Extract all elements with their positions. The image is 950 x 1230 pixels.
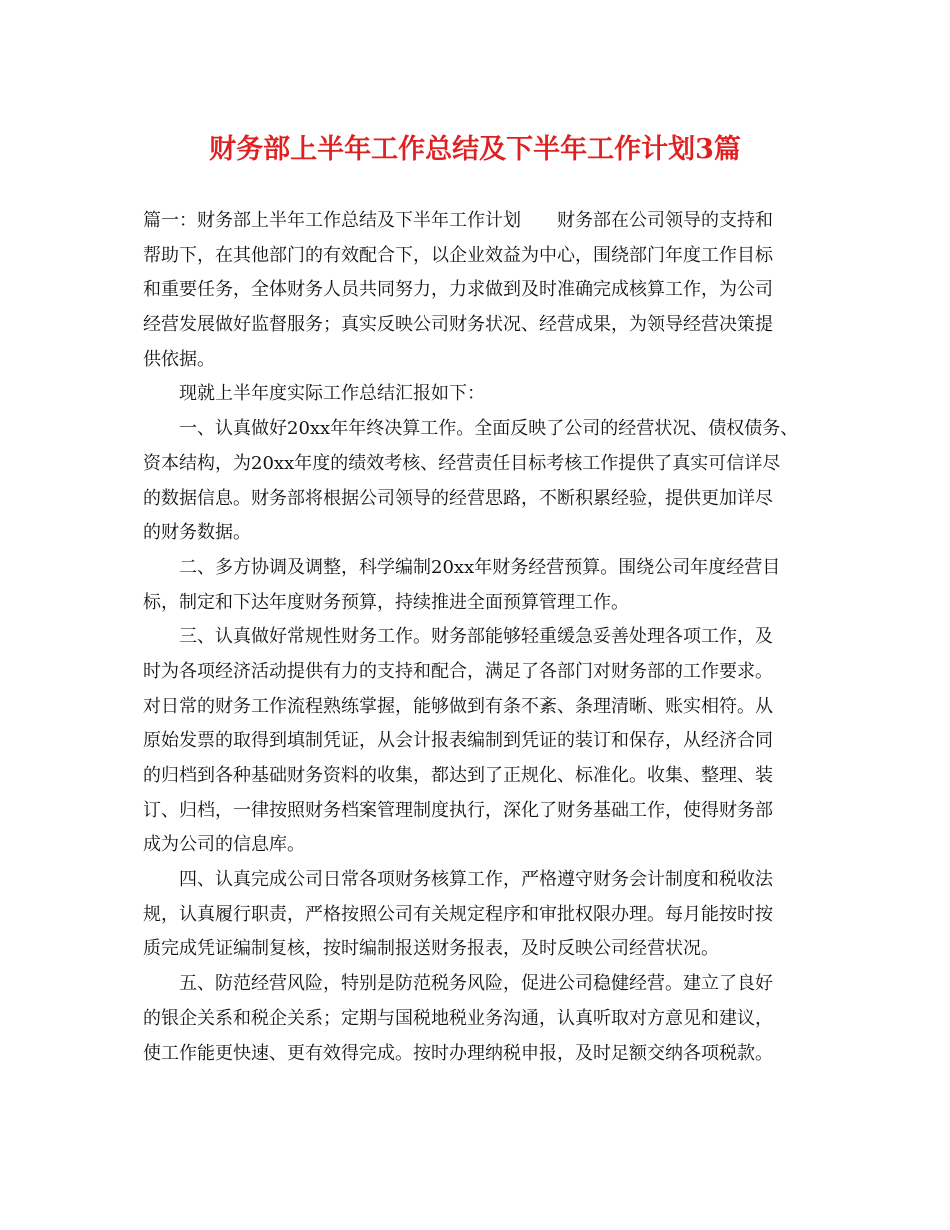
text-line: 的归档到各种基础财务资料的收集，都达到了正规化、标准化。收集、整理、装 [143, 765, 773, 786]
text-line: 帮助下，在其他部门的有效配合下，以企业效益为中心，围绕部门年度工作目标 [143, 244, 773, 266]
text-line: 和重要任务，全体财务人员共同努力，力求做到及时准确完成核算工作，为公司 [143, 279, 773, 301]
text-line: 时为各项经济活动提供有力的支持和配合，满足了各部门对财务部的工作要求。 [143, 660, 773, 682]
text-line: 供依据。 [143, 348, 215, 370]
text-line: 订、归档，一律按照财务档案管理制度执行，深化了财务基础工作，使得财务部 [143, 799, 773, 821]
text-line: 现就上半年度实际工作总结汇报如下： [143, 383, 485, 405]
text-line: 原始发票的取得到填制凭证，从会计报表编制到凭证的装订和保存，从经济合同 [143, 730, 773, 752]
text-line: 的财务数据。 [143, 522, 251, 544]
text-line: 经营发展做好监督服务；真实反映公司财务状况、经营成果，为领导经营决策提 [143, 314, 773, 336]
text-line: 四、认真完成公司日常各项财务核算工作，严格遵守财务会计制度和税收法 [143, 869, 773, 891]
text-line: 五、防范经营风险，特别是防范税务风险，促进公司稳健经营。建立了良好 [143, 973, 773, 995]
text-line: 使工作能更快速、更有效得完成。按时办理纳税申报，及时足额交纳各项税款。 [143, 1042, 773, 1064]
text-line: 的银企关系和税企关系；定期与国税地税业务沟通，认真听取对方意见和建议， [143, 1007, 773, 1029]
text-line: 篇一：财务部上半年工作总结及下半年工作计划 财务部在公司领导的支持和 [143, 210, 773, 231]
text-line: 成为公司的信息库。 [143, 834, 305, 856]
text-line: 规，认真履行职责，严格按照公司有关规定程序和审批权限办理。每月能按时按 [143, 903, 773, 925]
text-line: 标，制定和下达年度财务预算，持续推进全面预算管理工作。 [143, 591, 629, 613]
text-line: 质完成凭证编制复核，按时编制报送财务报表，及时反映公司经营状况。 [143, 938, 719, 960]
text-line: 三、认真做好常规性财务工作。财务部能够轻重缓急妥善处理各项工作，及 [143, 626, 773, 648]
document-title: 财务部上半年工作总结及下半年工作计划3篇 [209, 134, 741, 165]
text-line: 一、认真做好20xx年年终决算工作。全面反映了公司的经营状况、债权债务、 [143, 418, 799, 440]
text-line: 二、多方协调及调整，科学编制20xx年财务经营预算。围绕公司年度经营目 [143, 556, 781, 578]
text-line: 对日常的财务工作流程熟练掌握，能够做到有条不紊、条理清晰、账实相符。从 [143, 695, 773, 717]
text-line: 资本结构，为20xx年度的绩效考核、经营责任目标考核工作提供了真实可信详尽 [143, 452, 781, 474]
document-body [143, 204, 823, 1071]
text-line: 的数据信息。财务部将根据公司领导的经营思路，不断积累经验，提供更加详尽 [143, 487, 773, 509]
